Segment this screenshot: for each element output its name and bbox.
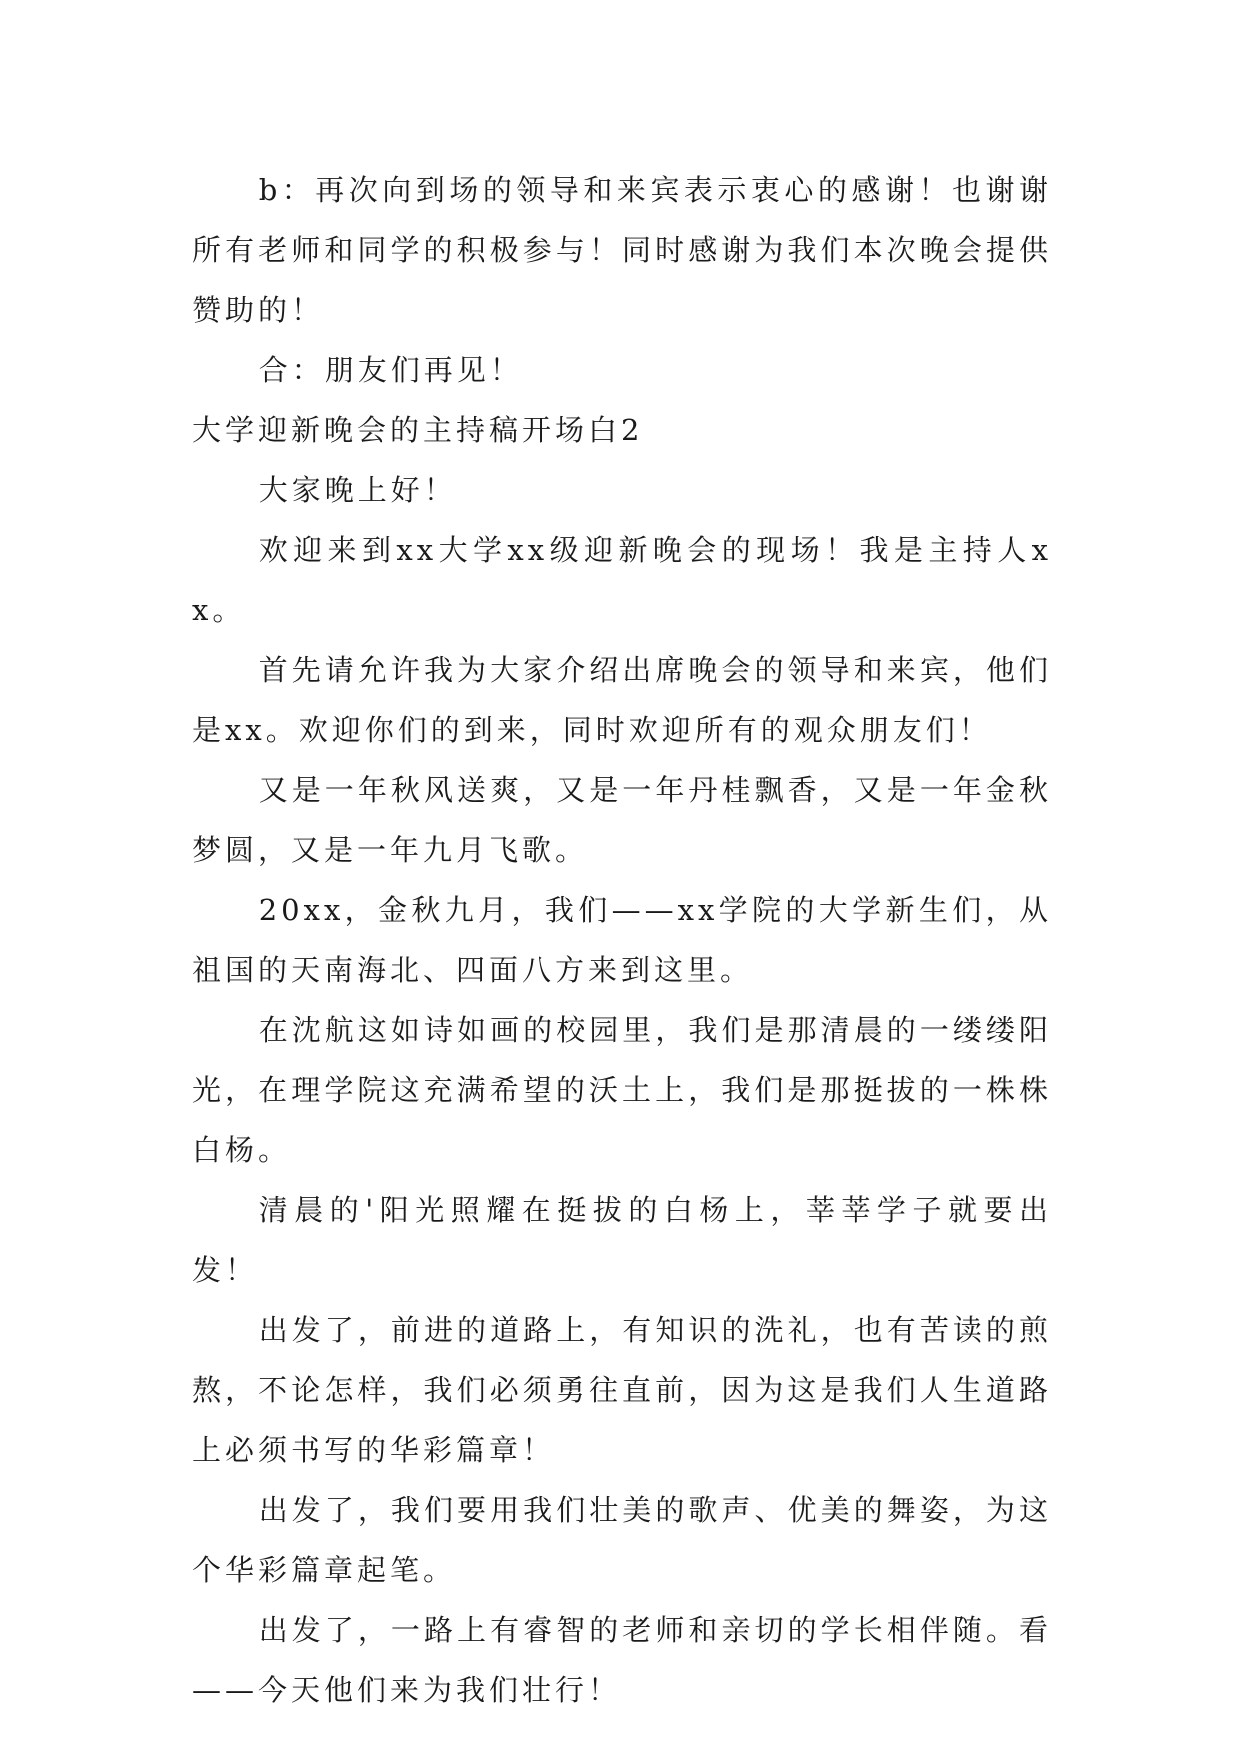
- sunlight-paragraph: 清晨的'阳光照耀在挺拔的白杨上，莘莘学子就要出发！: [192, 1193, 1052, 1287]
- closing-thanks-paragraph: b：再次向到场的领导和来宾表示衷心的感谢！也谢谢所有老师和同学的积极参与！同时感谢为我们本次晚会提供赞助的！: [192, 173, 1052, 327]
- journey-paragraph: 出发了，前进的道路上，有知识的洗礼，也有苦读的煎熬，不论怎样，我们必须勇往直前，因为这是我们人生道路上必须书写的华彩篇章！: [192, 1313, 1052, 1467]
- welcome-paragraph: 欢迎来到xx大学xx级迎新晚会的现场！我是主持人xx。: [192, 533, 1052, 627]
- guests-introduction-paragraph: 首先请允许我为大家介绍出席晚会的领导和来宾，他们是xx。欢迎你们的到来，同时欢迎所有的观众朋友们！: [192, 653, 1052, 747]
- autumn-paragraph: 又是一年秋风送爽，又是一年丹桂飘香，又是一年金秋梦圆，又是一年九月飞歌。: [192, 773, 1052, 867]
- arrival-paragraph: 20xx，金秋九月，我们——xx学院的大学新生们，从祖国的天南海北、四面八方来到这里。: [192, 893, 1052, 987]
- song-dance-paragraph: 出发了，我们要用我们壮美的歌声、优美的舞姿，为这个华彩篇章起笔。: [192, 1493, 1052, 1587]
- mentors-paragraph: 出发了，一路上有睿智的老师和亲切的学长相伴随。看——今天他们来为我们壮行！: [192, 1613, 1052, 1707]
- document-page: [192, 160, 1052, 1720]
- campus-paragraph: 在沈航这如诗如画的校园里，我们是那清晨的一缕缕阳光，在理学院这充满希望的沃土上，我们是那挺拔的一株株白杨。: [192, 1013, 1052, 1167]
- section-heading: 大学迎新晚会的主持稿开场白2: [192, 413, 644, 447]
- farewell-paragraph: 合：朋友们再见！: [258, 353, 523, 387]
- greeting-paragraph: 大家晚上好！: [258, 473, 457, 507]
